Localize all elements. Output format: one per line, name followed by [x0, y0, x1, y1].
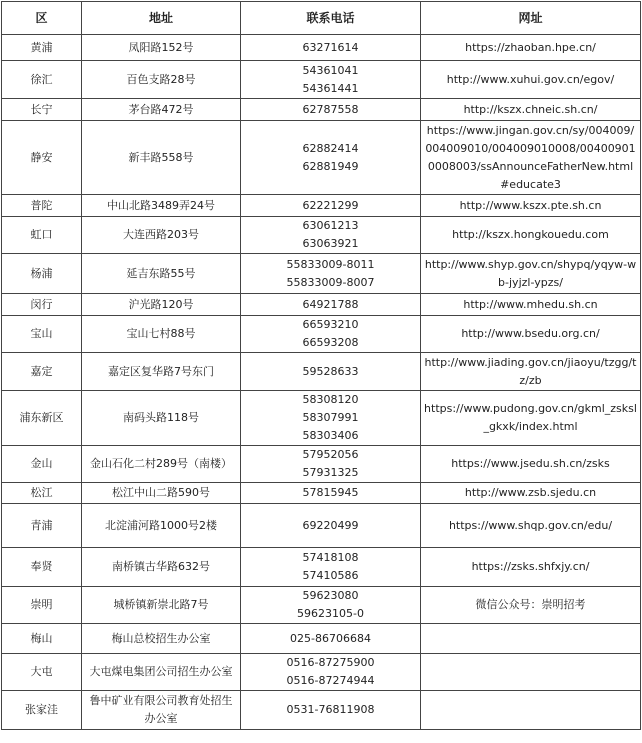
- phone-number: 55833009-8011: [286, 257, 375, 271]
- table-row: [2, 316, 641, 353]
- website-cell: [421, 691, 641, 730]
- website-link[interactable]: http://kszx.chneic.sh.cn/: [421, 99, 641, 121]
- website-link[interactable]: https://www.shqp.gov.cn/edu/: [421, 504, 641, 548]
- header-address: 地址: [82, 2, 241, 35]
- address-cell: 凤阳路152号: [82, 35, 241, 61]
- district-cell: 崇明: [2, 587, 82, 624]
- address-cell: 百色支路28号: [82, 61, 241, 99]
- address-cell: 沪光路120号: [82, 294, 241, 316]
- phone-cell: [241, 217, 421, 254]
- phone-cell: [241, 446, 421, 483]
- phone-cell: [241, 316, 421, 353]
- phone-cell: [241, 504, 421, 548]
- website-link[interactable]: http://www.mhedu.sh.cn: [421, 294, 641, 316]
- table-header-row: [2, 2, 641, 35]
- phone-number: 54361041: [302, 63, 359, 77]
- district-cell: 青浦: [2, 504, 82, 548]
- phone-number: 59623105-0: [297, 607, 364, 620]
- address-cell: 宝山七村88号: [82, 316, 241, 353]
- address-cell: 中山北路3489弄24号: [82, 195, 241, 217]
- address-cell: 梅山总校招生办公室: [82, 624, 241, 654]
- website-cell: 微信公众号：崇明招考: [421, 587, 641, 624]
- phone-cell: [241, 61, 421, 99]
- district-cell: 长宁: [2, 99, 82, 121]
- website-link[interactable]: http://www.zsb.sjedu.cn: [421, 483, 641, 504]
- table-row: [2, 61, 641, 99]
- phone-number: 66593210: [302, 318, 359, 331]
- phone-number: 57815945: [302, 486, 359, 499]
- table-row: [2, 504, 641, 548]
- phone-cell: [241, 391, 421, 446]
- phone-number: 59528633: [302, 364, 359, 378]
- phone-number: 57931325: [302, 466, 359, 479]
- address-cell: 新丰路558号: [82, 121, 241, 195]
- website-link[interactable]: https://www.jingan.gov.cn/sy/004009/004009010/004009010008/004009010008003/ssAnnounceFatherNew.html#educate3: [421, 121, 641, 195]
- address-cell: 北淀浦河路1000号2楼: [82, 504, 241, 548]
- district-cell: 大屯: [2, 654, 82, 691]
- phone-number: 64921788: [302, 297, 359, 311]
- phone-number: 59623080: [302, 589, 359, 602]
- phone-cell: [241, 121, 421, 195]
- phone-cell: [241, 99, 421, 121]
- table-row: [2, 587, 641, 624]
- phone-cell: [241, 254, 421, 294]
- website-cell: [421, 624, 641, 654]
- phone-number: 62882414: [302, 141, 359, 155]
- district-cell: 松江: [2, 483, 82, 504]
- address-cell: 延吉东路55号: [82, 254, 241, 294]
- phone-cell: [241, 483, 421, 504]
- table-row: [2, 35, 641, 61]
- address-cell: 金山石化二村289号（南楼）: [82, 446, 241, 483]
- phone-number: 63061213: [302, 219, 359, 232]
- phone-cell: [241, 691, 421, 730]
- phone-number: 0516-87274944: [286, 674, 375, 687]
- table-body: [2, 35, 641, 730]
- phone-number: 0516-87275900: [286, 656, 375, 669]
- website-link[interactable]: http://www.jiading.gov.cn/jiaoyu/tzgg/tz/zb: [421, 353, 641, 391]
- address-cell: 茅台路472号: [82, 99, 241, 121]
- phone-number: 54361441: [302, 81, 359, 95]
- website-cell: [421, 654, 641, 691]
- table-row: [2, 217, 641, 254]
- district-cell: 嘉定: [2, 353, 82, 391]
- table-row: [2, 195, 641, 217]
- district-cell: 静安: [2, 121, 82, 195]
- phone-number: 55833009-8007: [286, 275, 375, 289]
- table-row: [2, 254, 641, 294]
- table-row: [2, 624, 641, 654]
- address-cell: 南桥镇古华路632号: [82, 548, 241, 587]
- district-cell: 虹口: [2, 217, 82, 254]
- district-cell: 宝山: [2, 316, 82, 353]
- phone-number: 66593208: [302, 336, 359, 349]
- website-link[interactable]: https://zsks.shfxjy.cn/: [421, 548, 641, 587]
- phone-number: 025-86706684: [290, 631, 371, 645]
- district-cell: 奉贤: [2, 548, 82, 587]
- phone-number: 62787558: [302, 102, 359, 116]
- address-cell: 城桥镇新崇北路7号: [82, 587, 241, 624]
- website-link[interactable]: https://zhaoban.hpe.cn/: [421, 35, 641, 61]
- district-cell: 黄浦: [2, 35, 82, 61]
- phone-cell: [241, 353, 421, 391]
- district-cell: 金山: [2, 446, 82, 483]
- header-phone: 联系电话: [241, 2, 421, 35]
- address-cell: 大连西路203号: [82, 217, 241, 254]
- phone-cell: [241, 587, 421, 624]
- table-row: [2, 483, 641, 504]
- table-row: [2, 99, 641, 121]
- phone-number: 0531-76811908: [286, 703, 375, 716]
- district-cell: 张家洼: [2, 691, 82, 730]
- district-cell: 普陀: [2, 195, 82, 217]
- phone-cell: [241, 654, 421, 691]
- phone-number: 63063921: [302, 237, 359, 250]
- phone-number: 57418108: [302, 551, 359, 564]
- district-cell: 杨浦: [2, 254, 82, 294]
- district-cell: 梅山: [2, 624, 82, 654]
- table-row: [2, 391, 641, 446]
- table-row: [2, 691, 641, 730]
- header-district: 区: [2, 2, 82, 35]
- phone-cell: [241, 624, 421, 654]
- district-cell: 浦东新区: [2, 391, 82, 446]
- website-link[interactable]: http://www.bsedu.org.cn/: [421, 316, 641, 353]
- table-row: [2, 294, 641, 316]
- table-row: [2, 353, 641, 391]
- phone-number: 58308120: [302, 393, 359, 406]
- website-link[interactable]: http://www.shyp.gov.cn/shypq/yqyw-wb-jyjzl-ypzs/: [421, 254, 641, 294]
- phone-number: 63271614: [302, 40, 359, 54]
- table-row: [2, 654, 641, 691]
- address-cell: 鲁中矿业有限公司教育处招生办公室: [82, 691, 241, 730]
- address-cell: 松江中山二路590号: [82, 483, 241, 504]
- phone-cell: [241, 195, 421, 217]
- table-row: [2, 121, 641, 195]
- table-row: [2, 446, 641, 483]
- phone-number: 62221299: [302, 198, 359, 212]
- phone-cell: [241, 35, 421, 61]
- phone-cell: [241, 548, 421, 587]
- phone-number: 57952056: [302, 448, 359, 461]
- header-website: 网址: [421, 2, 641, 35]
- address-cell: 大屯煤电集团公司招生办公室: [82, 654, 241, 691]
- phone-number: 57410586: [302, 569, 359, 582]
- district-cell: 徐汇: [2, 61, 82, 99]
- phone-number: 58307991: [302, 411, 359, 424]
- website-link[interactable]: http://www.kszx.pte.sh.cn: [421, 195, 641, 217]
- website-link[interactable]: https://www.pudong.gov.cn/gkml_zsksl_gkxk/index.html: [421, 391, 641, 446]
- phone-number: 69220499: [302, 518, 359, 532]
- phone-cell: [241, 294, 421, 316]
- website-link[interactable]: http://kszx.hongkouedu.com: [421, 217, 641, 254]
- address-cell: 嘉定区复华路7号东门: [82, 353, 241, 391]
- phone-number: 58303406: [302, 429, 359, 442]
- website-link[interactable]: https://www.jsedu.sh.cn/zsks: [421, 446, 641, 483]
- website-link[interactable]: http://www.xuhui.gov.cn/egov/: [421, 61, 641, 99]
- phone-number: 62881949: [302, 159, 359, 173]
- address-cell: 南码头路118号: [82, 391, 241, 446]
- table-row: [2, 548, 641, 587]
- district-cell: 闵行: [2, 294, 82, 316]
- contacts-table: [1, 1, 641, 730]
